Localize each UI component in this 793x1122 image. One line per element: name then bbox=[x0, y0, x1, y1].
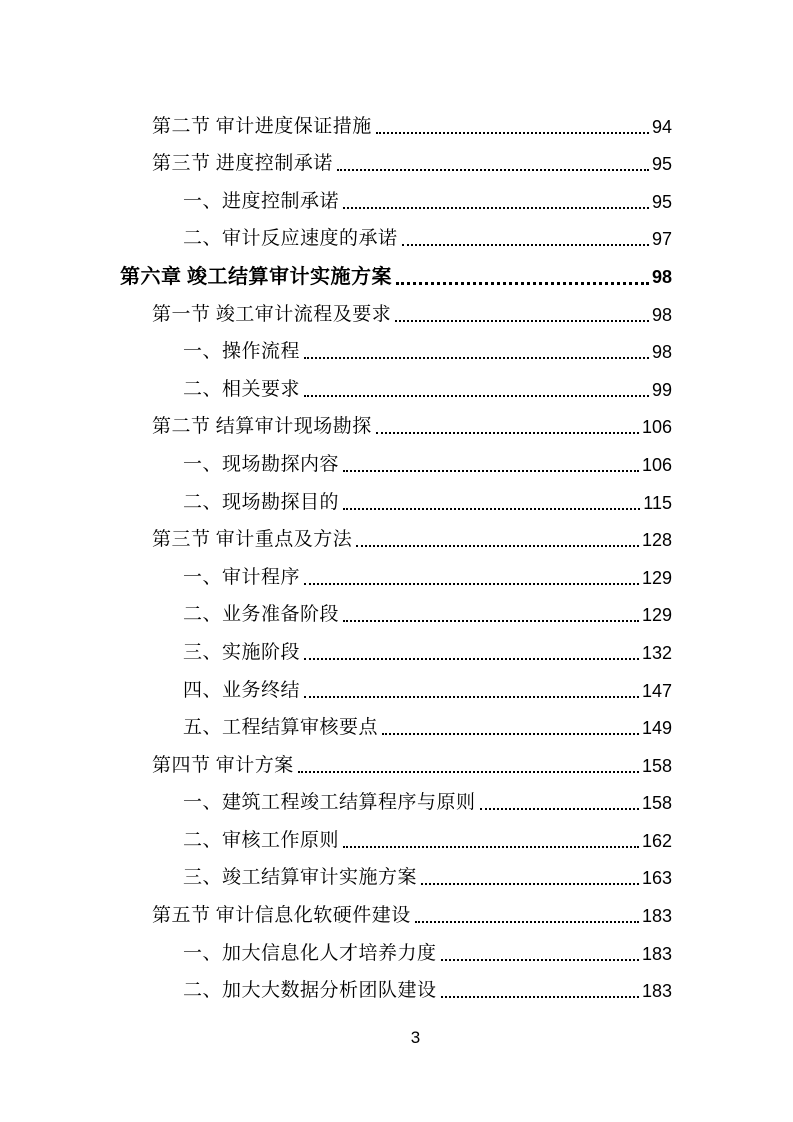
toc-leader-dots bbox=[298, 771, 639, 773]
toc-entry[interactable] bbox=[183, 439, 672, 477]
toc-entry-page: 98 bbox=[651, 266, 672, 287]
toc-entry-page: 162 bbox=[641, 830, 672, 851]
toc-entry-page: 95 bbox=[651, 154, 672, 175]
toc-entry-label: 四、业务终结 bbox=[183, 679, 301, 701]
toc-leader-dots bbox=[343, 620, 639, 622]
toc-leader-dots bbox=[395, 320, 649, 322]
toc-entry-page: 94 bbox=[651, 116, 672, 137]
toc-entry[interactable] bbox=[152, 289, 672, 327]
toc-entry-page: 183 bbox=[641, 981, 672, 1002]
toc-entry[interactable] bbox=[152, 139, 672, 177]
toc-entry-page: 132 bbox=[641, 642, 672, 663]
toc-entry-page: 129 bbox=[641, 567, 672, 588]
toc-entry[interactable] bbox=[152, 101, 672, 139]
toc-entry-label: 一、进度控制承诺 bbox=[183, 190, 340, 212]
toc-leader-dots bbox=[441, 959, 639, 961]
toc-leader-dots bbox=[402, 244, 649, 246]
toc-entry-label: 一、建筑工程竣工结算程序与原则 bbox=[183, 792, 476, 814]
toc-entry[interactable] bbox=[183, 477, 672, 515]
toc-entry[interactable] bbox=[183, 590, 672, 628]
toc-entry-label: 二、审核工作原则 bbox=[183, 829, 340, 851]
toc-leader-dots bbox=[304, 658, 639, 660]
toc-entry-label: 第四节 审计方案 bbox=[152, 754, 294, 776]
toc-entry-page: 147 bbox=[641, 680, 672, 701]
toc-entry[interactable] bbox=[183, 815, 672, 853]
toc-entry-label: 三、实施阶段 bbox=[183, 641, 301, 663]
toc-leader-dots bbox=[304, 696, 639, 698]
toc-entry[interactable] bbox=[152, 890, 672, 928]
toc-entry[interactable] bbox=[183, 853, 672, 891]
toc-entry-page: 183 bbox=[641, 943, 672, 964]
toc-leader-dots bbox=[396, 282, 649, 285]
toc-leader-dots bbox=[343, 470, 639, 472]
toc-entry-label: 第一节 竣工审计流程及要求 bbox=[152, 303, 392, 325]
footer-page-number: 3 bbox=[410, 1028, 421, 1047]
toc-entry[interactable] bbox=[183, 627, 672, 665]
toc-entry-label: 二、审计反应速度的承诺 bbox=[183, 228, 398, 250]
toc-entry[interactable] bbox=[152, 402, 672, 440]
toc-entry[interactable] bbox=[183, 552, 672, 590]
toc-entry[interactable] bbox=[183, 665, 672, 703]
toc-entry[interactable] bbox=[183, 928, 672, 966]
toc-entry[interactable] bbox=[152, 515, 672, 553]
toc-leader-dots bbox=[382, 733, 639, 735]
toc-leader-dots bbox=[337, 169, 649, 171]
toc-leader-dots bbox=[376, 432, 639, 434]
toc-entry-label: 一、审计程序 bbox=[183, 566, 301, 588]
toc-entry-label: 一、加大信息化人才培养力度 bbox=[183, 942, 437, 964]
toc-leader-dots bbox=[343, 207, 649, 209]
toc-leader-dots bbox=[343, 846, 639, 848]
toc-leader-dots bbox=[376, 132, 649, 134]
toc-entry[interactable] bbox=[183, 966, 672, 1004]
toc-entry-label: 三、竣工结算审计实施方案 bbox=[183, 867, 418, 889]
toc-entry[interactable] bbox=[183, 327, 672, 365]
toc-entry-page: 99 bbox=[651, 379, 672, 400]
toc-entry-label: 五、工程结算审核要点 bbox=[183, 717, 379, 739]
toc-entry-page: 149 bbox=[641, 718, 672, 739]
toc-entry[interactable] bbox=[183, 176, 672, 214]
toc-leader-dots bbox=[421, 883, 639, 885]
toc-entry[interactable] bbox=[183, 364, 672, 402]
toc-entry-page: 106 bbox=[641, 454, 672, 475]
toc-entry-page: 129 bbox=[641, 605, 672, 626]
toc-entry[interactable] bbox=[183, 703, 672, 741]
toc-leader-dots bbox=[304, 357, 649, 359]
toc-entry-page: 128 bbox=[641, 530, 672, 551]
toc-entry[interactable] bbox=[183, 214, 672, 252]
toc-leader-dots bbox=[304, 395, 649, 397]
toc-entry-label: 二、业务准备阶段 bbox=[183, 604, 340, 626]
toc-entry[interactable] bbox=[120, 251, 672, 289]
toc-entry-page: 95 bbox=[651, 191, 672, 212]
toc-entry-page: 97 bbox=[651, 229, 672, 250]
toc-entry-label: 第五节 审计信息化软硬件建设 bbox=[152, 905, 411, 927]
toc-entry-page: 183 bbox=[641, 906, 672, 927]
toc bbox=[120, 101, 672, 1003]
toc-entry-page: 158 bbox=[641, 755, 672, 776]
toc-entry-label: 第六章 竣工结算审计实施方案 bbox=[120, 265, 392, 288]
toc-entry-page: 115 bbox=[643, 492, 672, 513]
toc-entry-label: 第三节 进度控制承诺 bbox=[152, 153, 333, 175]
toc-entry-page: 158 bbox=[641, 793, 672, 814]
toc-entry-label: 一、现场勘探内容 bbox=[183, 453, 340, 475]
toc-entry[interactable] bbox=[183, 778, 672, 816]
toc-leader-dots bbox=[304, 583, 639, 585]
toc-entry-page: 98 bbox=[651, 304, 672, 325]
toc-entry-page: 106 bbox=[641, 417, 672, 438]
toc-entry-label: 第三节 审计重点及方法 bbox=[152, 529, 353, 551]
toc-leader-dots bbox=[343, 508, 640, 510]
toc-leader-dots bbox=[441, 996, 639, 998]
toc-entry[interactable] bbox=[152, 740, 672, 778]
toc-entry-label: 第二节 审计进度保证措施 bbox=[152, 115, 372, 137]
toc-entry-page: 163 bbox=[641, 868, 672, 889]
toc-entry-label: 二、加大大数据分析团队建设 bbox=[183, 980, 437, 1002]
toc-entry-label: 一、操作流程 bbox=[183, 341, 301, 363]
toc-leader-dots bbox=[480, 808, 639, 810]
toc-entry-label: 二、现场勘探目的 bbox=[183, 491, 340, 513]
toc-entry-label: 第二节 结算审计现场勘探 bbox=[152, 416, 372, 438]
toc-entry-label: 二、相关要求 bbox=[183, 378, 301, 400]
toc-leader-dots bbox=[356, 545, 639, 547]
toc-entry-page: 98 bbox=[651, 342, 672, 363]
toc-leader-dots bbox=[415, 921, 639, 923]
